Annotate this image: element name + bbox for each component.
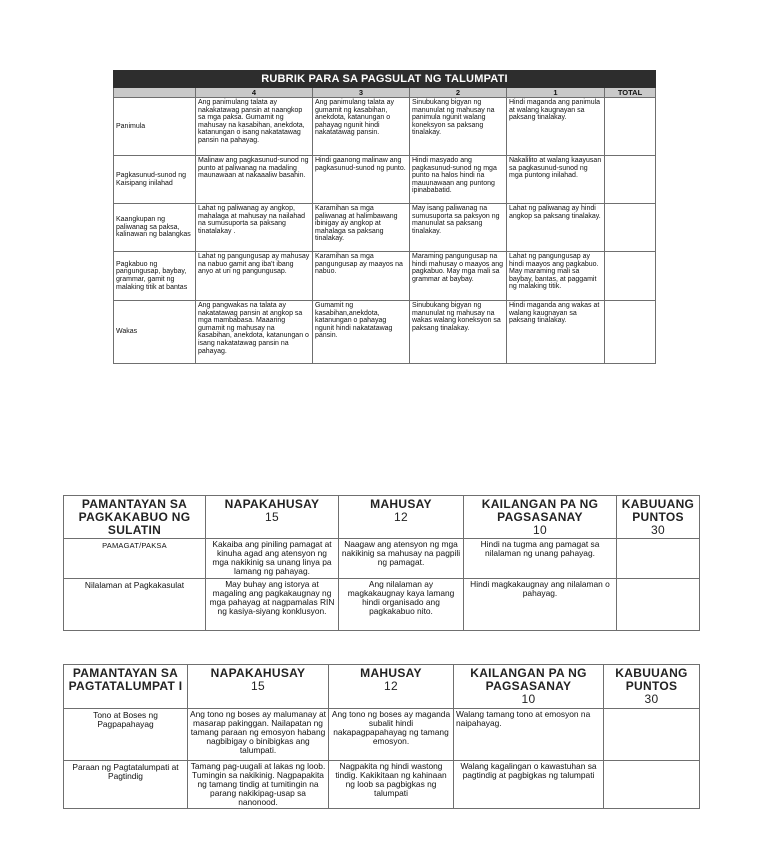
table-row	[114, 156, 656, 204]
score-4-cell: Lahat ng paliwanag ay angkop, mahalaga at mahusay na nailahad na sumusuporta sa paksang tinatalakay .	[196, 204, 313, 252]
header-kabuuan: KABUUANG PUNTOS 30	[604, 665, 700, 709]
kabuuan-cell	[604, 709, 700, 761]
criterion-cell: Panimula	[114, 98, 196, 156]
score-2-cell: Maraming pangungusap na hindi mahusay o maayos ang pagkabuo. May mga mali sa grammar at baybay.	[410, 252, 507, 301]
score-1-cell: Lahat ng pangungusap ay hindi maayos ang pagkabuo. May maraming mali sa baybay, bantas, at paggamit ng malaking titik.	[507, 252, 605, 301]
score-4-cell: Malinaw ang pagkasunud-sunod ng punto at paliwanag na madaling maunawaan at nakaaaliw basahin.	[196, 156, 313, 204]
header-score-3: 3	[313, 88, 410, 98]
total-cell	[605, 252, 656, 301]
header-mahusay: MAHUSAY 12	[339, 496, 464, 539]
score-4-cell: Ang pangwakas na talata ay nakatatawag pansin at angkop sa mga mambabasa. Maaaring gumamit ng mahusay na kasabihan, anekdota, katanungan o isang nakatatawag pansin na pahayag.	[196, 301, 313, 364]
total-cell	[605, 301, 656, 364]
mahusay-cell: Ang nilalaman ay magkakaugnay kaya lamang hindi organisado ang pagkakabuo nito.	[339, 579, 464, 631]
table-row	[64, 709, 700, 761]
criterion-cell: Kaangkupan ng paliwanag sa paksa, kalinawan ng balangkas	[114, 204, 196, 252]
kabuuan-cell	[604, 761, 700, 809]
criterion-cell: Paraan ng Pagtatalumpati at Pagtindig	[64, 761, 188, 809]
table-row	[114, 204, 656, 252]
header-score-4: 4	[196, 88, 313, 98]
rubric-talumpati-table	[113, 70, 656, 364]
table-header-row	[64, 496, 700, 539]
criterion-cell: Wakas	[114, 301, 196, 364]
criterion-cell: Pagkabuo ng pangungusap, baybay, grammar, gamit ng malaking titik at bantas	[114, 252, 196, 301]
kailangan-cell: Walang kagalingan o kawastuhan sa pagtindig at pagbigkas ng talumpati	[454, 761, 604, 809]
criterion-cell: Tono at Boses ng Pagpapahayag	[64, 709, 188, 761]
criterion-cell: PAMAGAT/PAKSA	[64, 539, 206, 579]
table-row	[64, 761, 700, 809]
napakahusay-cell: Kakaiba ang piniling pamagat at kinuha agad ang atensyon ng mga nakikinig sa unang linya pa lamang ng pahayag.	[206, 539, 339, 579]
kailangan-cell: Walang tamang tono at emosyon na naipahayag.	[454, 709, 604, 761]
score-3-cell: Ang panimulang talata ay gumamit ng kasabihan, anekdota, katanungan o pahayag ngunit hindi nakatatawag pansin.	[313, 98, 410, 156]
score-1-cell: Nakalilito at walang kaayusan sa pagkasunud-sunod ng mga puntong inilahad.	[507, 156, 605, 204]
header-kabuuan: KABUUANG PUNTOS 30	[617, 496, 700, 539]
header-score-1: 1	[507, 88, 605, 98]
score-3-cell: Gumamit ng kasabihan,anekdota, katanungan o pahayag ngunit hindi nakatatawag pansin.	[313, 301, 410, 364]
score-2-cell: Sinubukang bigyan ng manunulat ng mahusay na wakas walang koneksyon sa paksang tinalakay.	[410, 301, 507, 364]
table-row	[114, 301, 656, 364]
header-kailangan: KAILANGAN PA NG PAGSASANAY 10	[464, 496, 617, 539]
napakahusay-cell: Ang tono ng boses ay malumanay at masarap pakinggan. Nailapatan ng tamang paraan ng emosyon habang nagbibigay o binibigkas ang talumpati.	[188, 709, 329, 761]
mahusay-cell: Naagaw ang atensyon ng mga nakikinig sa mahusay na pagpili ng pamagat.	[339, 539, 464, 579]
header-total: TOTAL	[605, 88, 656, 98]
score-1-cell: Hindi maganda ang wakas at walang kaugnayan sa paksang tinalakay.	[507, 301, 605, 364]
header-mahusay: MAHUSAY 12	[329, 665, 454, 709]
score-3-cell: Karamihan sa mga pangungusap ay maayos na nabuo.	[313, 252, 410, 301]
header-score-2: 2	[410, 88, 507, 98]
header-kailangan: KAILANGAN PA NG PAGSASANAY 10	[454, 665, 604, 709]
score-1-cell: Lahat ng paliwanag ay hindi angkop sa paksang tinalakay.	[507, 204, 605, 252]
criterion-cell: Nilalaman at Pagkakasulat	[64, 579, 206, 631]
table-row	[64, 579, 700, 631]
total-cell	[605, 98, 656, 156]
header-napakahusay: NAPAKAHUSAY 15	[188, 665, 329, 709]
total-cell	[605, 156, 656, 204]
score-2-cell: Hindi masyado ang pagkasunud-sunod ng mga punto na halos hindi na mauunawaan ang puntong ipinababatid.	[410, 156, 507, 204]
score-1-cell: Hindi maganda ang panimula at walang kaugnayan sa paksang tinalakay.	[507, 98, 605, 156]
header-pamantayan: PAMANTAYAN SA PAGKAKABUO NG SULATIN	[64, 496, 206, 539]
criterion-cell: Pagkasunud-sunod ng Kaisipang inilahad	[114, 156, 196, 204]
rubric-title: RUBRIK PARA SA PAGSULAT NG TALUMPATI	[114, 71, 656, 88]
table-row	[114, 252, 656, 301]
napakahusay-cell: Tamang pag-uugali at lakas ng loob. Tumingin sa nakikinig. Nagpapakita ng tamang tindig at tumitingin na parang nakikipag-usap sa nanonood.	[188, 761, 329, 809]
total-cell	[605, 204, 656, 252]
kabuuan-cell	[617, 579, 700, 631]
score-4-cell: Lahat ng pangungusap ay mahusay na nabuo gamit ang iba't ibang anyo at uri ng pangungusap.	[196, 252, 313, 301]
score-3-cell: Karamihan sa mga paliwanag at halimbawang ibinigay ay angkop at mahalaga sa paksang tinalakay.	[313, 204, 410, 252]
header-pamantayan: PAMANTAYAN SA PAGTATALUMPAT I	[64, 665, 188, 709]
napakahusay-cell: May buhay ang istorya at magaling ang pagkakaugnay ng mga pahayag at nagpamalas RIN ng kasiya-siyang konklusyon.	[206, 579, 339, 631]
score-4-cell: Ang panimulang talata ay nakakatawag pansin at naangkop sa mga paksa. Gumamit ng mahusay na kasabihan, anekdota, katanungan o isang nakatatawag pansin na pahayag.	[196, 98, 313, 156]
score-2-cell: May isang paliwanag na sumusuporta sa paksyon ng manunulat sa paksang tinalakay.	[410, 204, 507, 252]
kailangan-cell: Hindi magkakaugnay ang nilalaman o pahayag.	[464, 579, 617, 631]
mahusay-cell: Ang tono ng boses ay maganda subalit hindi nakapagpapahayag ng tamang emosyon.	[329, 709, 454, 761]
header-blank	[114, 88, 196, 98]
mahusay-cell: Nagpakita ng hindi wastong tindig. Kakikitaan ng kahinaan ng loob sa pagbigkas ng talumpati	[329, 761, 454, 809]
table-row	[64, 539, 700, 579]
score-2-cell: Sinubukang bigyan ng manunulat ng mahusay na panimula ngunit walang koneksyon sa paksang tinalakay.	[410, 98, 507, 156]
table-header-row	[64, 665, 700, 709]
table-row	[114, 98, 656, 156]
score-3-cell: Hindi gaanong malinaw ang pagkasunud-sunod ng punto.	[313, 156, 410, 204]
rubric-pagtatalumpati-table	[63, 664, 700, 809]
header-napakahusay: NAPAKAHUSAY 15	[206, 496, 339, 539]
kabuuan-cell	[617, 539, 700, 579]
kailangan-cell: Hindi na tugma ang pamagat sa nilalaman ng unang pahayag.	[464, 539, 617, 579]
rubric-pagkakabuo-table	[63, 495, 700, 631]
